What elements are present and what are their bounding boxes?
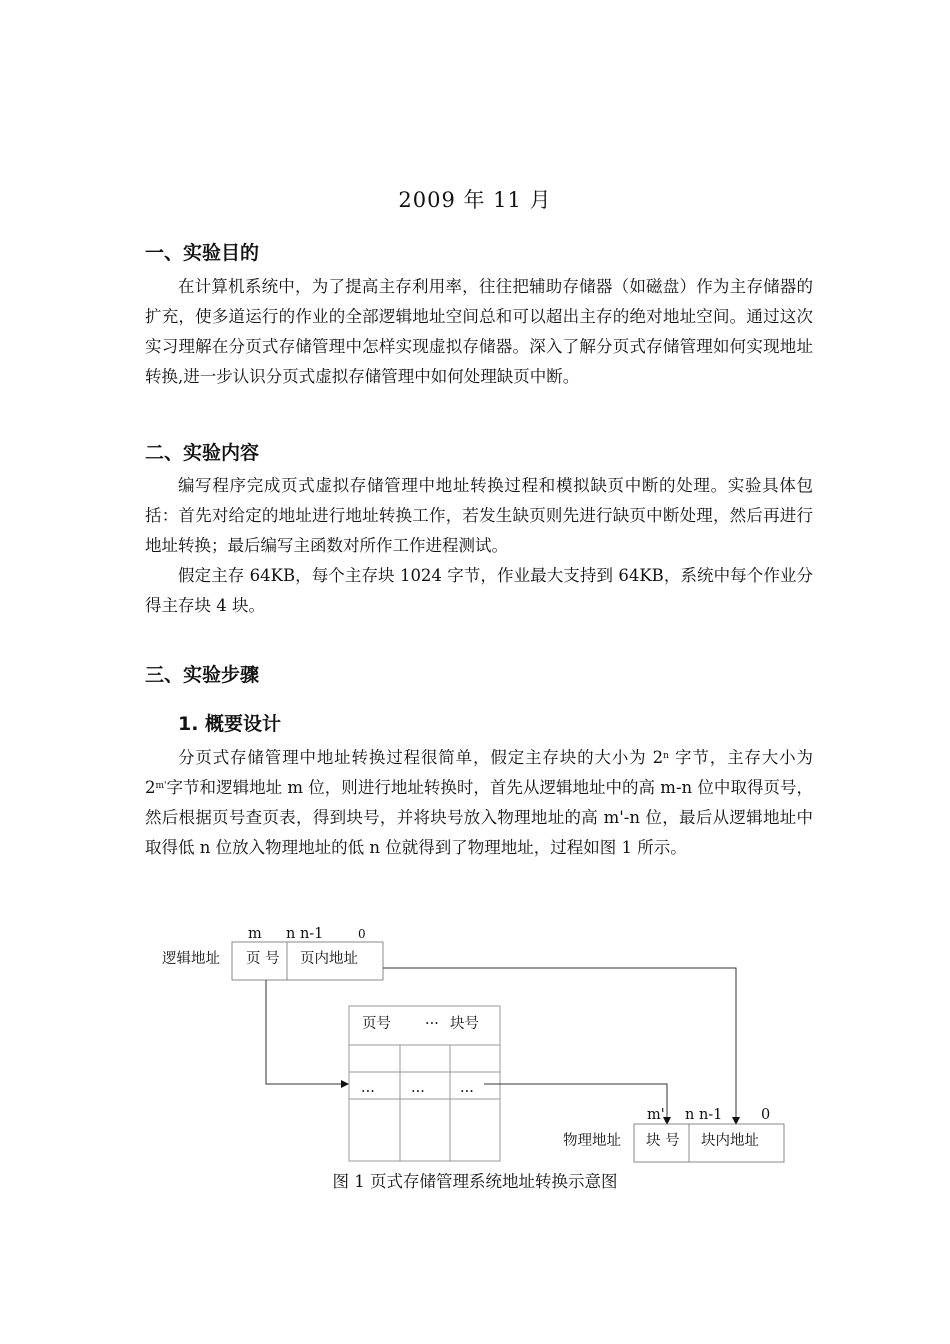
paragraph-purpose: 在计算机系统中，为了提高主存利用率，往往把辅助存储器（如磁盘）作为主存储器的扩充，使多道运行的作业的全部逻辑地址空间总和可以超出主存的绝对地址空间。通过这次实习理解在分页式存储管理中怎样实现虚拟存储器。深入了解分页式存储管理如何实现地址转换,进一步认识分页式虚拟存储管理中如何处理缺页中断。 xyxy=(145,277,813,386)
physical-bit-0: 0 xyxy=(761,1107,771,1123)
logical-address-label: 逻辑地址 xyxy=(162,951,220,967)
design-text-part-3: 字节和逻辑地址 m 位，则进行地址转换时，首先从逻辑地址中的高 m-n 位中取得页号，然后根据页号查页表，得到块号，并将块号放入物理地址的高 m'-n 位，最后从逻辑地址中取得低 n 位放入物理地址的低 n 位就得到了物理地址，过程如图 1 所示。 xyxy=(145,778,813,857)
page-number-lookup-arrow xyxy=(266,980,348,1084)
paragraph-content-1: 编写程序完成页式虚拟存储管理中地址转换过程和模拟缺页中断的处理。实验具体包括：首先对给定的地址进行地址转换工作，若发生缺页则先进行缺页中断处理，然后再进行地址转换；最后编写主函数对所作工作进程测试。 xyxy=(145,476,813,555)
page-table-header-block: 块号 xyxy=(450,1016,479,1032)
section-heading-content: 二、实验内容 xyxy=(145,442,260,464)
block-number-arrow xyxy=(484,1084,667,1124)
design-text-part-2: 字节，主存大小为 2 xyxy=(145,748,813,797)
paragraph-design xyxy=(145,743,813,863)
design-superscript-n: n xyxy=(663,751,669,761)
physical-bit-n-n1: n n-1 xyxy=(685,1107,723,1123)
page-table-header-dots: ··· xyxy=(425,1016,439,1032)
section-heading-purpose: 一、实验目的 xyxy=(145,242,260,264)
physical-block-number: 块 号 xyxy=(646,1133,680,1149)
physical-block-offset: 块内地址 xyxy=(701,1133,759,1149)
figure-caption: 图 1 页式存储管理系统地址转换示意图 xyxy=(332,1172,618,1191)
section-heading-steps: 三、实验步骤 xyxy=(145,664,260,686)
page-table-row-dots: ··· xyxy=(361,1084,375,1100)
design-text-part-1: 分页式存储管理中地址转换过程很简单，假定主存块的大小为 2 xyxy=(178,748,664,767)
page-table-row-dots: ··· xyxy=(460,1084,474,1100)
paragraph-content-2: 假定主存 64KB，每个主存块 1024 字节，作业最大支持到 64KB，系统中每个作业分得主存块 4 块。 xyxy=(145,566,813,615)
page-table-row-dots: ··· xyxy=(411,1084,425,1100)
logical-page-number: 页 号 xyxy=(246,951,280,967)
logical-bit-n-n1: n n-1 xyxy=(286,926,324,942)
physical-address-label: 物理地址 xyxy=(563,1133,621,1149)
page-table-header-page: 页号 xyxy=(362,1016,391,1032)
physical-bit-m-prime: m' xyxy=(647,1107,665,1123)
design-superscript-m-prime: m' xyxy=(155,781,167,791)
address-translation-diagram xyxy=(0,900,950,1170)
logical-bit-m: m xyxy=(248,926,262,942)
report-date: 2009 年 11 月 xyxy=(398,188,552,212)
subsection-heading-design: 1. 概要设计 xyxy=(178,713,282,735)
offset-copy-arrow xyxy=(383,968,736,1124)
logical-bit-0: 0 xyxy=(358,927,366,941)
logical-page-offset: 页内地址 xyxy=(300,951,358,967)
